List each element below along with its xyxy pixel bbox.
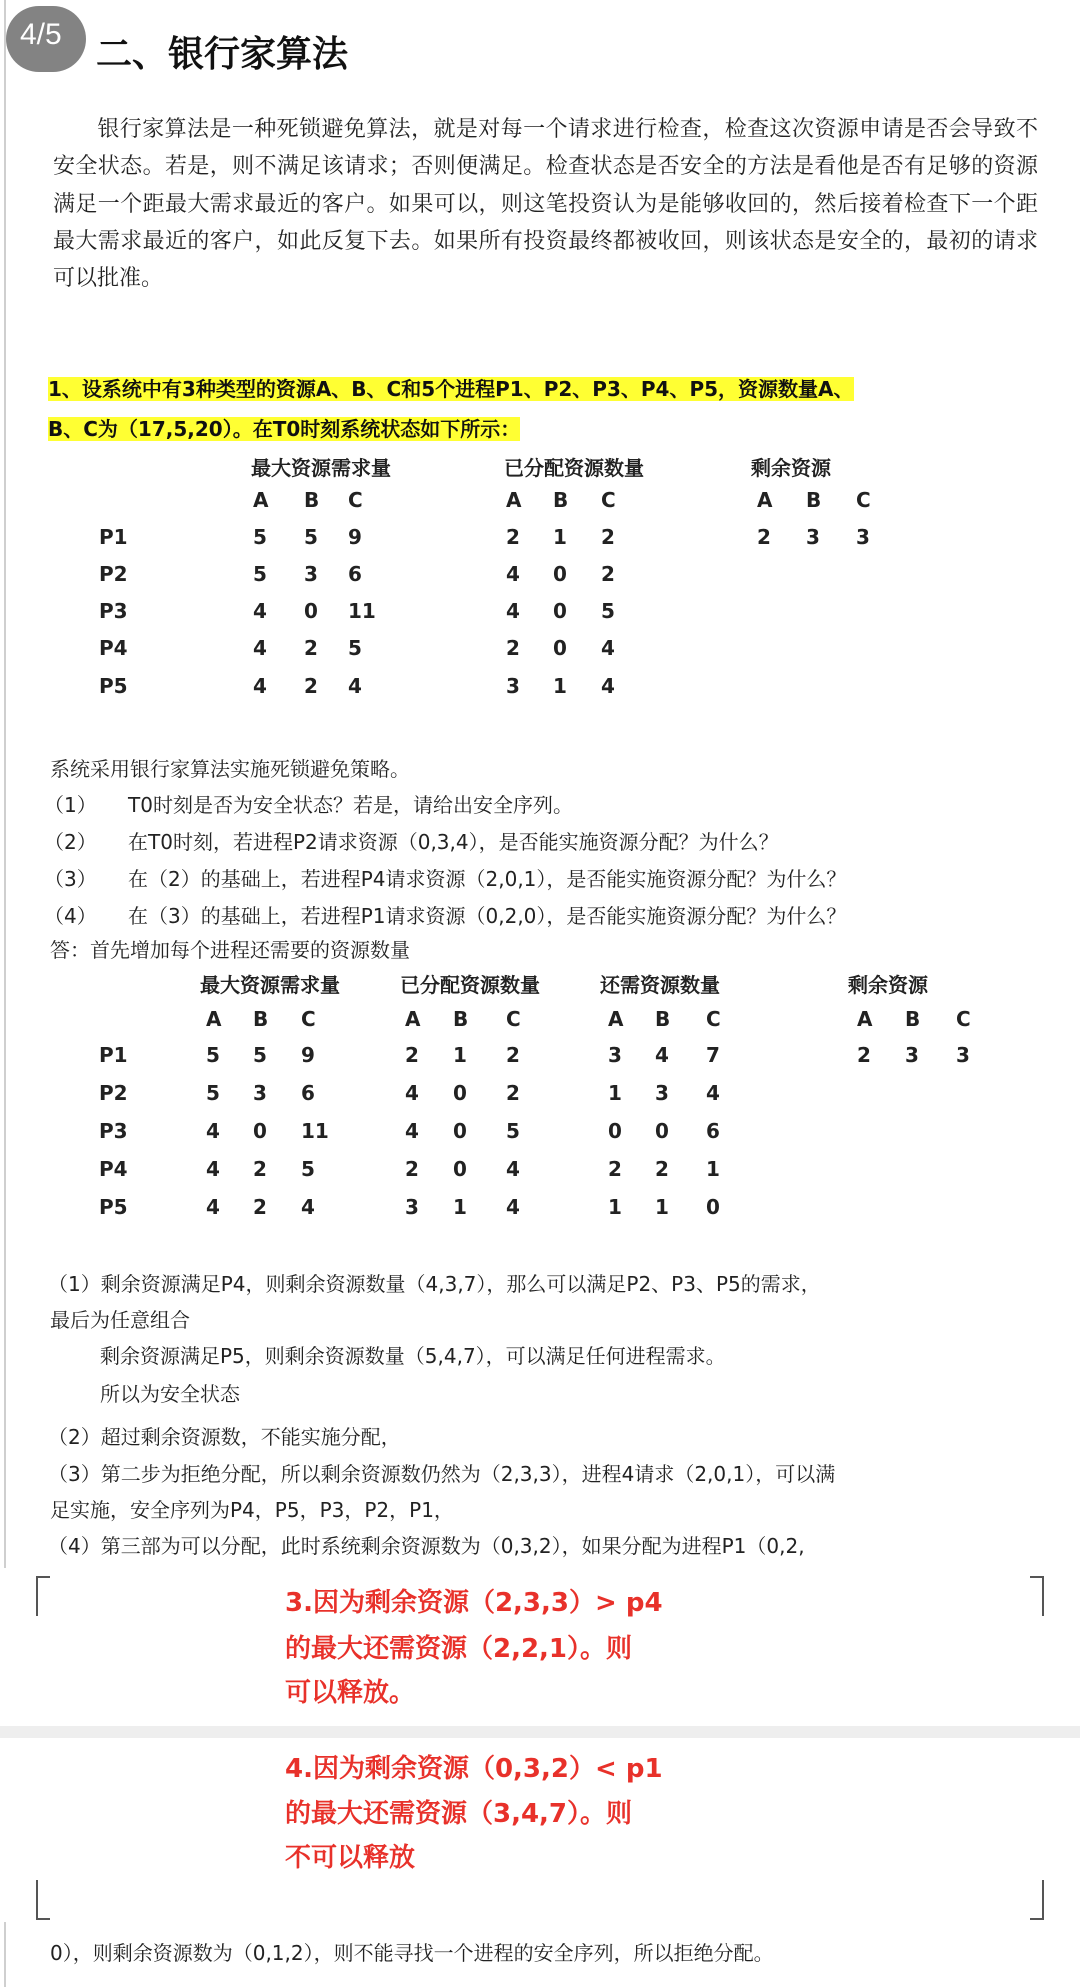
- corner-mark: [36, 1880, 50, 1920]
- table1-cell: 5: [601, 599, 615, 623]
- table1-cell: 1: [553, 674, 567, 698]
- table1-cell: 2: [506, 636, 520, 660]
- table2-col-need-b: B: [655, 1007, 671, 1031]
- table2-col-need-c: C: [706, 1007, 721, 1031]
- note-line: 不可以释放: [285, 1843, 416, 1873]
- table2-cell: 1: [608, 1081, 622, 1105]
- table2-cell: 6: [706, 1119, 720, 1143]
- table2-header: 最大资源需求量: [200, 973, 340, 997]
- table2-cell: 7: [706, 1043, 720, 1067]
- answer-line: （2）超过剩余资源数，不能实施分配，: [48, 1425, 401, 1449]
- table1-cell: 4: [253, 636, 267, 660]
- note-line: 4.因为剩余资源（0,3,2）< p1: [285, 1754, 663, 1784]
- question-number: （4）: [44, 904, 97, 928]
- question-text: T0时刻是否为安全状态？若是，请给出安全序列。: [128, 793, 573, 817]
- question-line-2: B、C为（17,5,20）。在T0时刻系统状态如下所示：: [48, 417, 521, 441]
- table2-cell: 2: [405, 1043, 419, 1067]
- table2-cell: 1: [608, 1195, 622, 1219]
- table2-cell: 2: [405, 1157, 419, 1181]
- table2-cell: 4: [655, 1043, 669, 1067]
- table2-col-remain-a: A: [857, 1007, 873, 1031]
- last-answer-line: 0），则剩余资源数为（0,1,2），则不能寻找一个进程的安全序列，所以拒绝分配。: [50, 1941, 774, 1965]
- table1-col-remain-a: A: [757, 488, 773, 512]
- table1-row-label: P4: [99, 636, 128, 660]
- table1-cell: 0: [304, 599, 318, 623]
- table2-cell: 4: [405, 1081, 419, 1105]
- table1-cell: 3: [304, 562, 318, 586]
- table2-cell: 2: [253, 1157, 267, 1181]
- table1-cell: 2: [304, 636, 318, 660]
- table2-cell: 4: [706, 1081, 720, 1105]
- table1-col-max-a: A: [253, 488, 269, 512]
- corner-mark: [1030, 1576, 1044, 1616]
- question-text: 在（3）的基础上，若进程P1请求资源（0,2,0），是否能实施资源分配？为什么？: [128, 904, 847, 928]
- table2-col-alloc-b: B: [453, 1007, 469, 1031]
- table2-cell: 0: [453, 1081, 467, 1105]
- table2-cell: 5: [301, 1157, 315, 1181]
- table1-cell: 4: [506, 562, 520, 586]
- table2-cell: 3: [608, 1043, 622, 1067]
- table2-col-alloc-c: C: [506, 1007, 521, 1031]
- table1-cell: 1: [553, 525, 567, 549]
- table2-col-max-b: B: [253, 1007, 269, 1031]
- table2-cell: 0: [453, 1157, 467, 1181]
- table2-cell: 2: [608, 1157, 622, 1181]
- table2-cell: 3: [905, 1043, 919, 1067]
- table2-row-label: P4: [99, 1157, 128, 1181]
- question-heading: [48, 370, 854, 450]
- table2-cell: 4: [206, 1195, 220, 1219]
- table2-cell: 4: [206, 1119, 220, 1143]
- table2-cell: 4: [206, 1157, 220, 1181]
- table1-cell: 4: [601, 674, 615, 698]
- table2-row-label: P1: [99, 1043, 128, 1067]
- table1-cell: 4: [506, 599, 520, 623]
- divider-band: [0, 1726, 1080, 1738]
- table2-col-max-a: A: [206, 1007, 222, 1031]
- table2-cell: 4: [301, 1195, 315, 1219]
- table1-header: 最大资源需求量: [251, 456, 391, 480]
- page-indicator: 4/5: [20, 18, 62, 51]
- table1-cell: 2: [506, 525, 520, 549]
- table2-cell: 9: [301, 1043, 315, 1067]
- table1-col-max-b: B: [304, 488, 320, 512]
- table2-cell: 3: [405, 1195, 419, 1219]
- table2-cell: 4: [506, 1195, 520, 1219]
- table2-row-label: P3: [99, 1119, 128, 1143]
- table2-cell: 0: [608, 1119, 622, 1143]
- table2-cell: 5: [506, 1119, 520, 1143]
- table1-cell: 0: [553, 636, 567, 660]
- question-number: （3）: [44, 867, 97, 891]
- table2-cell: 2: [506, 1081, 520, 1105]
- table2-col-remain-c: C: [956, 1007, 971, 1031]
- table1-col-remain-b: B: [806, 488, 822, 512]
- answer-intro: 答：首先增加每个进程还需要的资源数量: [50, 938, 410, 962]
- table2-cell: 6: [301, 1081, 315, 1105]
- table1-cell: 3: [806, 525, 820, 549]
- table2-col-need-a: A: [608, 1007, 624, 1031]
- table1-cell: 5: [253, 525, 267, 549]
- answer-line: 最后为任意组合: [50, 1308, 190, 1332]
- table1-header: 已分配资源数量: [504, 456, 644, 480]
- table2-header: 已分配资源数量: [400, 973, 540, 997]
- table1-cell: 9: [348, 525, 362, 549]
- table1-cell: 4: [601, 636, 615, 660]
- corner-mark: [36, 1576, 50, 1616]
- table2-col-max-c: C: [301, 1007, 316, 1031]
- intro-paragraph: [53, 111, 1038, 297]
- table2-cell: 5: [253, 1043, 267, 1067]
- table1-cell: 2: [304, 674, 318, 698]
- note-line: 的最大还需资源（3,4,7）。则: [285, 1799, 633, 1829]
- table2-cell: 3: [253, 1081, 267, 1105]
- question-number: （2）: [44, 830, 97, 854]
- table1-cell: 5: [348, 636, 362, 660]
- question-text: 在T0时刻，若进程P2请求资源（0,3,4），是否能实施资源分配？为什么？: [128, 830, 779, 854]
- table1-cell: 4: [348, 674, 362, 698]
- table2-col-remain-b: B: [905, 1007, 921, 1031]
- table1-cell: 5: [304, 525, 318, 549]
- answer-line: （4）第三部为可以分配，此时系统剩余资源数为（0,3,2），如果分配为进程P1（0,2,: [48, 1534, 805, 1558]
- question-text: 在（2）的基础上，若进程P4请求资源（2,0,1），是否能实施资源分配？为什么？: [128, 867, 847, 891]
- table2-header: 剩余资源: [848, 973, 928, 997]
- table1-cell: 4: [253, 599, 267, 623]
- table2-cell: 0: [655, 1119, 669, 1143]
- table2-cell: 2: [857, 1043, 871, 1067]
- table2-cell: 3: [655, 1081, 669, 1105]
- answer-line: （3）第二步为拒绝分配，所以剩余资源数仍然为（2,3,3），进程4请求（2,0,1），可以满: [48, 1462, 836, 1486]
- table1-cell: 2: [601, 525, 615, 549]
- table2-cell: 1: [453, 1043, 467, 1067]
- table2-cell: 1: [453, 1195, 467, 1219]
- strategy-text: 系统采用银行家算法实施死锁避免策略。: [50, 757, 410, 781]
- intro-text: 银行家算法是一种死锁避免算法，就是对每一个请求进行检查，检查这次资源申请是否会导致不安全状态。若是，则不满足该请求；否则便满足。检查状态是否安全的方法是看他是否有足够的资源满足一个距最大需求最近的客户。如果可以，则这笔投资认为是能够收回的，然后接着检查下一个距最大需求最近的客户，如此反复下去。如果所有投资最终都被收回，则该状态是安全的，最初的请求可以批准。: [53, 117, 1038, 292]
- table2-cell: 0: [253, 1119, 267, 1143]
- table2-cell: 4: [405, 1119, 419, 1143]
- table2-cell: 2: [506, 1043, 520, 1067]
- answer-line: （1）剩余资源满足P4，则剩余资源数量（4,3,7），那么可以满足P2、P3、P5的需求，: [48, 1272, 821, 1296]
- table1-row-label: P3: [99, 599, 128, 623]
- table2-header: 还需资源数量: [600, 973, 720, 997]
- question-line-1: 1、设系统中有3种类型的资源A、B、C和5个进程P1、P2、P3、P4、P5，资源数量A、: [48, 377, 854, 401]
- table1-cell: 0: [553, 599, 567, 623]
- note-line: 的最大还需资源（2,2,1）。则: [285, 1634, 633, 1664]
- table1-cell: 4: [253, 674, 267, 698]
- table1-cell: 2: [757, 525, 771, 549]
- table1-cell: 3: [506, 674, 520, 698]
- note-overlay: [0, 1568, 1080, 1922]
- table2-cell: 1: [655, 1195, 669, 1219]
- table1-cell: 2: [601, 562, 615, 586]
- table1-row-label: P1: [99, 525, 128, 549]
- table1-row-label: P2: [99, 562, 128, 586]
- table2-cell: 3: [956, 1043, 970, 1067]
- table1-cell: 11: [348, 599, 376, 623]
- table2-col-alloc-a: A: [405, 1007, 421, 1031]
- answer-line: 足实施，安全序列为P4，P5，P3，P2，P1，: [50, 1498, 454, 1522]
- table1-col-alloc-c: C: [601, 488, 616, 512]
- table2-cell: 0: [453, 1119, 467, 1143]
- table1-col-remain-c: C: [856, 488, 871, 512]
- table2-cell: 4: [506, 1157, 520, 1181]
- note-line: 可以释放。: [285, 1678, 416, 1708]
- table1-row-label: P5: [99, 674, 128, 698]
- table1-col-alloc-a: A: [506, 488, 522, 512]
- table2-cell: 5: [206, 1043, 220, 1067]
- table2-cell: 0: [706, 1195, 720, 1219]
- table1-col-alloc-b: B: [553, 488, 569, 512]
- note-line: 3.因为剩余资源（2,3,3）> p4: [285, 1588, 663, 1618]
- question-number: （1）: [44, 793, 97, 817]
- table2-cell: 2: [655, 1157, 669, 1181]
- table2-cell: 5: [206, 1081, 220, 1105]
- corner-mark: [1030, 1880, 1044, 1920]
- answer-line: 所以为安全状态: [100, 1382, 240, 1406]
- table1-cell: 5: [253, 562, 267, 586]
- table2-cell: 2: [253, 1195, 267, 1219]
- table1-cell: 3: [856, 525, 870, 549]
- answer-line: 剩余资源满足P5，则剩余资源数量（5,4,7），可以满足任何进程需求。: [100, 1344, 726, 1368]
- section-title: 二、银行家算法: [96, 34, 349, 75]
- table1-cell: 6: [348, 562, 362, 586]
- table2-row-label: P2: [99, 1081, 128, 1105]
- table1-col-max-c: C: [348, 488, 363, 512]
- table1-cell: 0: [553, 562, 567, 586]
- table2-row-label: P5: [99, 1195, 128, 1219]
- table2-cell: 11: [301, 1119, 329, 1143]
- table1-header: 剩余资源: [751, 456, 831, 480]
- table2-cell: 1: [706, 1157, 720, 1181]
